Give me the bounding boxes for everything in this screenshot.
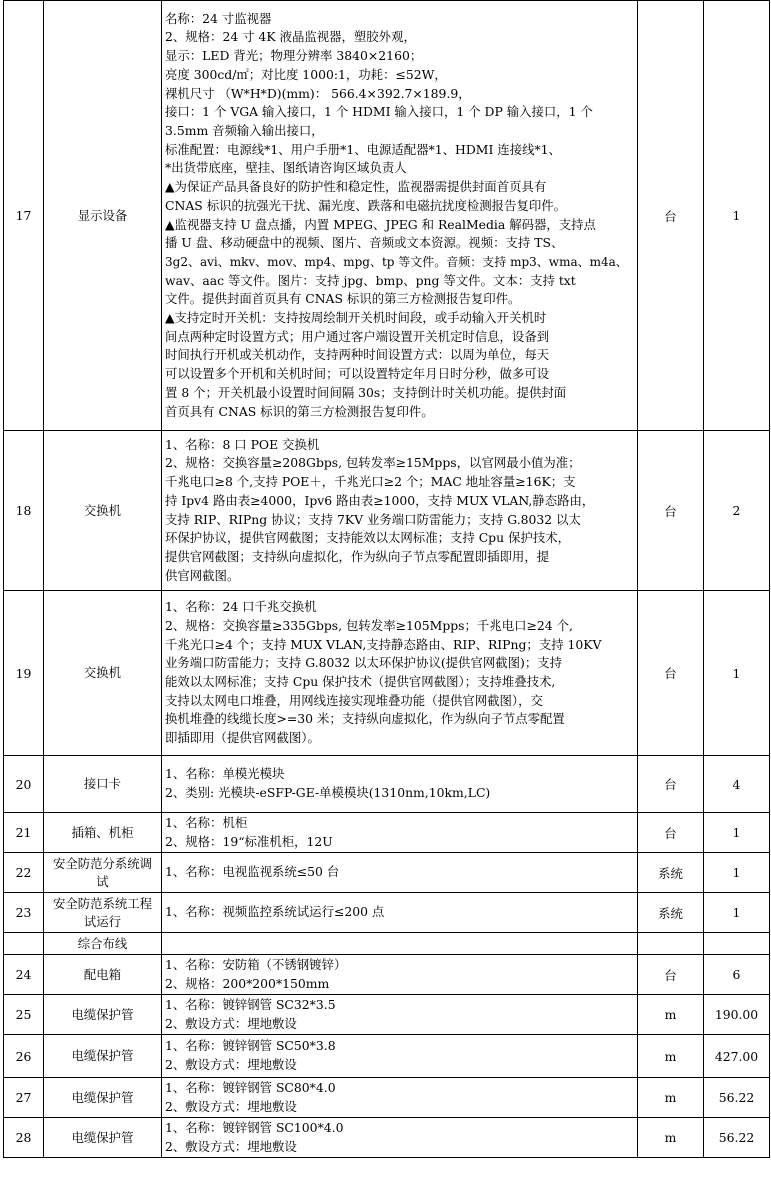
item-unit <box>638 933 704 955</box>
description-line: 显示：LED 背光；物理分辨率 3840×2160； <box>165 48 423 64</box>
description-line: wav、aac 等文件。图片：支持 jpg、bmp、png 等文件。文本：支持 txt <box>165 272 576 288</box>
description-line: 首页具有 CNAS 标识的第三方检测报告复印件。 <box>165 403 434 419</box>
description-line: ▲监视器支持 U 盘点播，内置 MPEG、JPEG 和 RealMedia 解码器，支持点 <box>165 216 596 232</box>
description-line: 1、名称：镀锌钢管 SC100*4.0 <box>165 1119 344 1135</box>
item-number: 21 <box>4 813 44 853</box>
description-line: 2、敷设方式：埋地敷设 <box>165 1138 297 1154</box>
description-line: 1、名称：视频监控系统试运行≤200 点 <box>165 904 385 920</box>
item-name: 电缆保护管 <box>44 995 162 1035</box>
item-name: 配电箱 <box>44 955 162 995</box>
description-line: 千兆光口≥4 个；支持 MUX VLAN,支持静态路由、RIP、RIPng；支持 10KV <box>165 636 602 652</box>
item-description <box>162 1078 638 1118</box>
item-number: 18 <box>4 431 44 591</box>
item-name: 接口卡 <box>44 756 162 813</box>
description-line: 1、名称：电视监视系统≤50 台 <box>165 864 340 880</box>
item-number: 28 <box>4 1118 44 1158</box>
item-description <box>162 591 638 756</box>
description-line: 1、名称：镀锌钢管 SC50*3.8 <box>165 1038 336 1054</box>
description-line: 2、类别: 光模块-eSFP-GE-单模模块(1310nm,10km,LC) <box>165 785 491 800</box>
description-line: 2、敷设方式：埋地敷设 <box>165 1057 297 1072</box>
item-quantity: 56.22 <box>704 1078 770 1118</box>
item-description <box>162 893 638 933</box>
item-description <box>162 1035 638 1078</box>
item-unit: 台 <box>638 1 704 431</box>
item-name: 安全防范系统工程试运行 <box>44 893 162 933</box>
description-line: 1、名称：镀锌钢管 SC32*3.5 <box>165 996 336 1012</box>
description-line: 提供官网截图；支持纵向虚拟化，作为纵向子节点零配置即插即用，提 <box>165 548 550 564</box>
item-quantity: 4 <box>704 756 770 813</box>
description-line: 2、规格：19“标准机柜，12U <box>165 833 333 849</box>
item-unit: 台 <box>638 813 704 853</box>
item-quantity: 56.22 <box>704 1118 770 1158</box>
table-row <box>4 1035 770 1078</box>
table-row <box>4 955 770 995</box>
item-name: 综合布线 <box>44 933 162 955</box>
description-line: 千兆电口≥8 个,支持 POE＋，千兆光口≥2 个；MAC 地址容量≥16K；支 <box>165 474 576 490</box>
description-line: 1、名称：机柜 <box>165 814 248 830</box>
item-description <box>162 955 638 995</box>
item-unit: 台 <box>638 591 704 756</box>
item-quantity: 1 <box>704 813 770 853</box>
item-number <box>4 933 44 955</box>
item-name: 交换机 <box>44 591 162 756</box>
description-line: 裸机尺寸 （W*H*D)(mm)： 566.4×392.7×189.9， <box>165 85 471 101</box>
item-description <box>162 431 638 591</box>
description-line: 3g2、avi、mkv、mov、mp4、mpg、tp 等文件。音频：支持 mp3、wma、m4a、 <box>165 254 628 269</box>
equipment-spec-table <box>3 0 770 1158</box>
description-line: 2、规格：交换容量≥335Gbps, 包转发率≥105Mpps；千兆电口≥24 个, <box>165 617 573 633</box>
item-number: 20 <box>4 756 44 813</box>
description-line: 2、敷设方式：埋地敷设 <box>165 1015 297 1031</box>
description-line: 2、规格：200*200*150mm <box>165 975 330 991</box>
description-line: CNAS 标识的抗强光干扰、漏光度、跌落和电磁抗扰度检测报告复印件。 <box>165 197 567 213</box>
table-row <box>4 995 770 1035</box>
item-quantity: 1 <box>704 853 770 893</box>
description-line: *出货带底座，壁挂、图纸请咨询区域负责人 <box>165 160 407 176</box>
table-row <box>4 933 770 955</box>
item-quantity: 1 <box>704 591 770 756</box>
description-line: 1、名称：单模光模块 <box>165 766 285 782</box>
item-unit: 台 <box>638 756 704 813</box>
description-line: 1、名称：安防箱（不锈钢镀锌） <box>165 956 347 972</box>
item-unit: 台 <box>638 955 704 995</box>
description-line: 能效以太网标准；支持 Cpu 保护技术（提供官网截图）；支持堆叠技术, <box>165 674 556 689</box>
item-description <box>162 933 638 955</box>
description-line: 时间执行开机或关机动作，支持两种时间设置方式：以周为单位，每天 <box>165 347 550 363</box>
item-description <box>162 1118 638 1158</box>
description-line: 置 8 个；开关机最小设置时间间隔 30s；支持倒计时关机功能。提供封面 <box>165 384 567 400</box>
description-line: 3.5mm 音频输入输出接口， <box>165 122 324 138</box>
item-name: 插箱、机柜 <box>44 813 162 853</box>
table-row <box>4 1118 770 1158</box>
item-name: 电缆保护管 <box>44 1118 162 1158</box>
table-row <box>4 813 770 853</box>
description-line: 接口：1 个 VGA 输入接口，1 个 HDMI 输入接口，1 个 DP 输入接口，1 个 <box>165 104 593 120</box>
item-quantity <box>704 933 770 955</box>
description-line: 即插即用（提供官网截图）。 <box>165 730 320 746</box>
description-line: 文件。提供封面首页具有 CNAS 标识的第三方检测报告复印件。 <box>165 291 521 307</box>
item-number: 26 <box>4 1035 44 1078</box>
description-line: 可以设置多个开机和关机时间；可以设置特定年月日时分秒，做多可设 <box>165 366 550 382</box>
item-name: 电缆保护管 <box>44 1078 162 1118</box>
item-unit: m <box>638 995 704 1035</box>
item-unit: 系统 <box>638 893 704 933</box>
item-number: 25 <box>4 995 44 1035</box>
item-number: 24 <box>4 955 44 995</box>
description-line: 2、敷设方式：埋地敷设 <box>165 1098 297 1114</box>
description-line: 换机堆叠的线缆长度>=30 米；支持纵向虚拟化，作为纵向子节点零配置 <box>165 711 565 727</box>
item-quantity: 2 <box>704 431 770 591</box>
item-number: 22 <box>4 853 44 893</box>
table-row <box>4 1078 770 1118</box>
item-name: 电缆保护管 <box>44 1035 162 1078</box>
item-unit: m <box>638 1078 704 1118</box>
item-quantity: 427.00 <box>704 1035 770 1078</box>
item-name: 交换机 <box>44 431 162 591</box>
item-number: 27 <box>4 1078 44 1118</box>
item-description <box>162 813 638 853</box>
item-unit: m <box>638 1118 704 1158</box>
item-unit: 台 <box>638 431 704 591</box>
item-unit: m <box>638 1035 704 1078</box>
table-row <box>4 853 770 893</box>
item-number: 17 <box>4 1 44 431</box>
table-row <box>4 893 770 933</box>
description-line: 2、规格：交换容量≥208Gbps, 包转发率≥15Mpps，以官网最小值为准； <box>165 455 581 471</box>
description-line: 1、名称：镀锌钢管 SC80*4.0 <box>165 1079 336 1095</box>
table-body <box>4 1 770 1158</box>
item-quantity: 1 <box>704 893 770 933</box>
description-line: 间点两种定时设置方式；用户通过客户端设置开关机定时信息，设备到 <box>165 328 550 344</box>
item-description <box>162 756 638 813</box>
item-quantity: 6 <box>704 955 770 995</box>
description-line: 1、名称：8 口 POE 交换机 <box>165 436 320 452</box>
item-quantity: 1 <box>704 1 770 431</box>
description-line: 业务端口防雷能力；支持 G.8032 以太环保护协议(提供官网截图)；支持 <box>165 655 563 671</box>
item-quantity: 190.00 <box>704 995 770 1035</box>
item-number: 23 <box>4 893 44 933</box>
description-line: ▲为保证产品具备良好的防护性和稳定性，监视器需提供封面首页具有 <box>165 179 547 195</box>
item-description <box>162 1 638 431</box>
description-line: 1、名称：24 口千兆交换机 <box>165 599 317 615</box>
description-line: 2、规格：24 寸 4K 液晶监视器，塑胶外观， <box>165 29 416 45</box>
table-row <box>4 1 770 431</box>
table-row <box>4 591 770 756</box>
description-line: 播 U 盘、移动硬盘中的视频、图片、音频或文本资源。视频：支持 TS、 <box>165 235 564 251</box>
item-name: 显示设备 <box>44 1 162 431</box>
description-line: 亮度 300cd/㎡；对比度 1000:1，功耗：≤52W， <box>165 66 447 82</box>
description-line: 持 Ipv4 路由表≥4000，Ipv6 路由表≥1000，支持 MUX VLAN,静态路由， <box>165 492 595 508</box>
description-line: 支持以太网电口堆叠，用网线连接实现堆叠功能（提供官网截图），交 <box>165 692 543 708</box>
description-line: 名称：24 寸监视器 <box>165 10 272 26</box>
item-description <box>162 853 638 893</box>
item-description <box>162 995 638 1035</box>
description-line: 标准配置：电源线*1、用户手册*1、电源适配器*1、HDMI 连接线*1、 <box>165 141 561 157</box>
description-line: 环保护协议，提供官网截图；支持能效以太网标准；支持 Cpu 保护技术， <box>165 530 570 546</box>
description-line: ▲支持定时开关机：支持按周绘制开关机时间段，或手动输入开关机时 <box>165 310 547 326</box>
table-row <box>4 756 770 813</box>
description-line: 支持 RIP、RIPng 协议；支持 7KV 业务端口防雷能力；支持 G.8032 以太 <box>165 511 581 527</box>
item-name: 安全防范分系统调试 <box>44 853 162 893</box>
table-row <box>4 431 770 591</box>
description-line: 供官网截图。 <box>165 567 240 583</box>
item-unit: 系统 <box>638 853 704 893</box>
item-number: 19 <box>4 591 44 756</box>
